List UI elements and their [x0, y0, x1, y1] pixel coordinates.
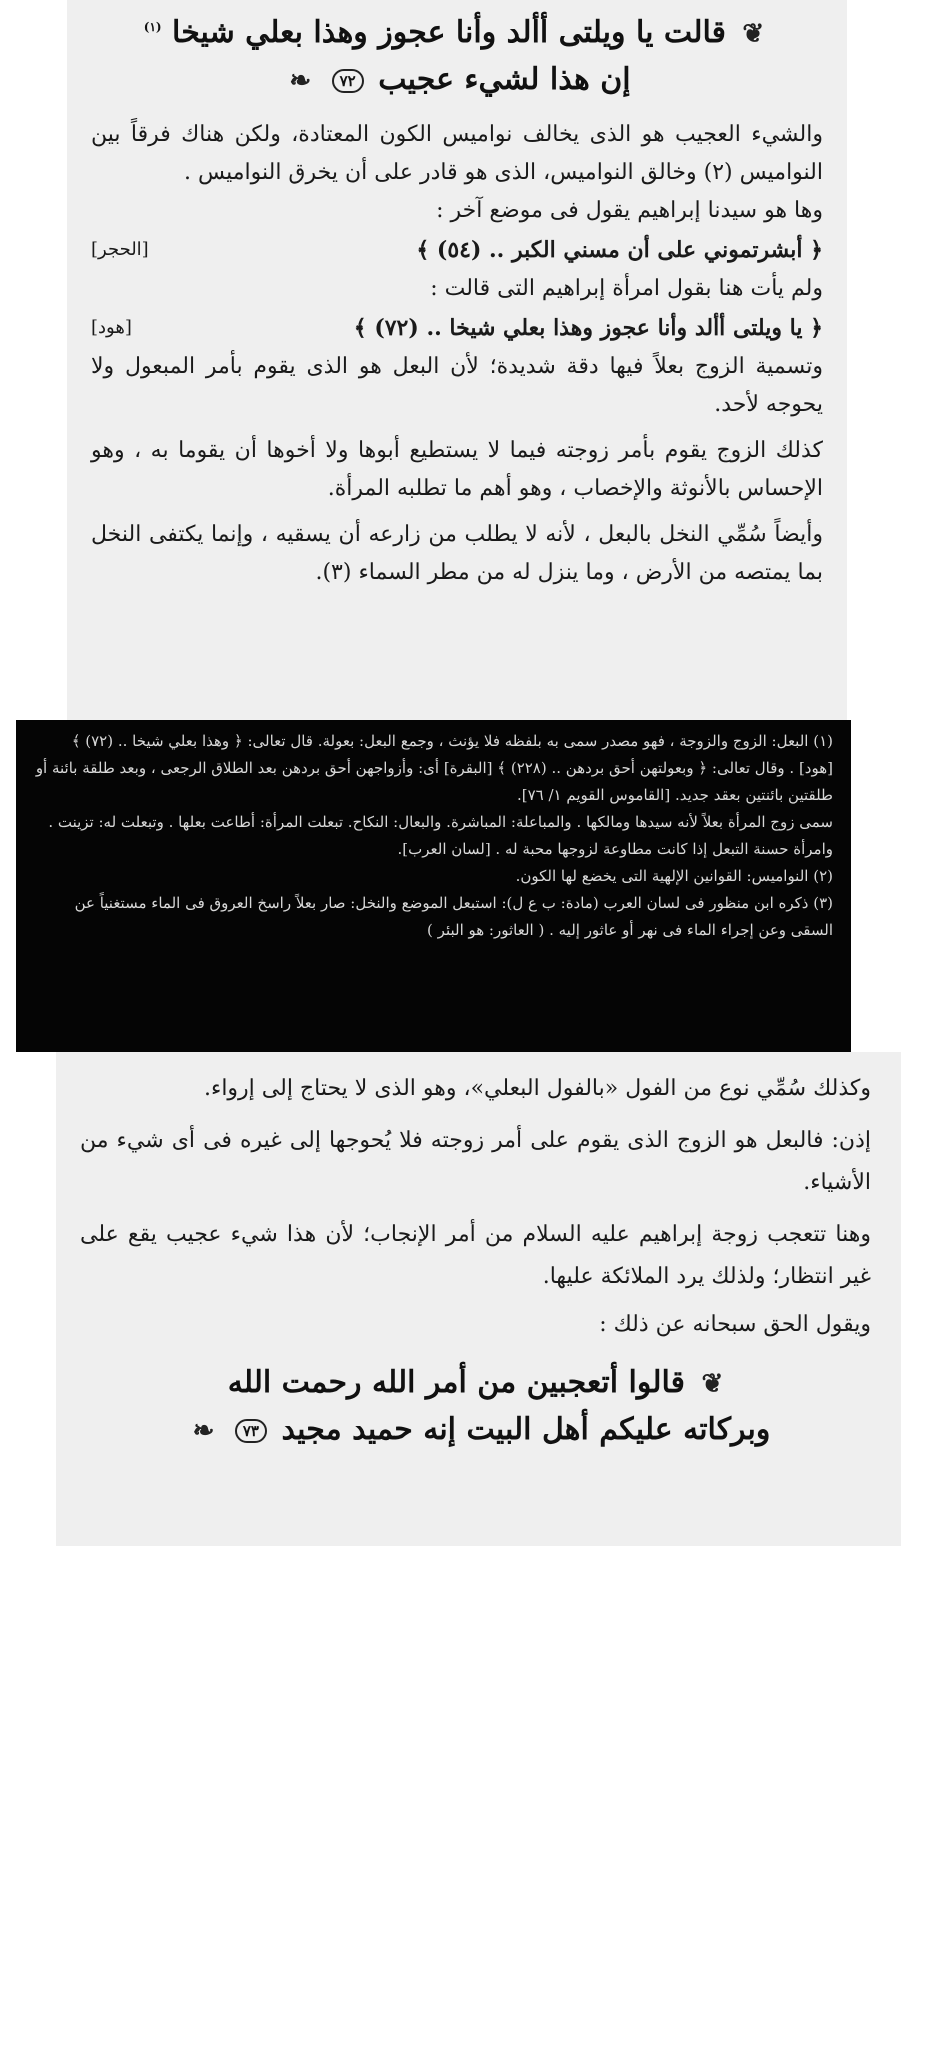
verse-end-ornament-icon: ❧ — [192, 1416, 215, 1446]
paragraph-wife-said: ولم يأت هنا بقول امرأة إبراهيم التى قالت : — [430, 276, 823, 301]
verse-72-line-1 — [67, 4, 847, 57]
verse-number: ٧٢ — [332, 69, 364, 93]
verse-text: قالت يا ويلتى أألد وأنا عجوز وهذا بعلي شيخا — [172, 15, 726, 50]
footnote-1-continued: سمى زوج المرأة بعلاً لأنه سيدها ومالكها . والمباعلة: المباشرة. والبعال: النكاح. تبعلت المرأة: أطاعت بعلها . وتبعلت له: تزينت . وامرأة حسنة التبعل إذا كانت مطاوعة لزوجها محبة له . [لسان العرب]. — [48, 813, 833, 858]
verse-start-ornament-icon: ❦ — [742, 19, 765, 49]
quote-hud — [67, 308, 847, 348]
paragraph-allah-says: ويقول الحق سبحانه عن ذلك : — [599, 1312, 871, 1337]
verse-start-ornament-icon: ❦ — [701, 1369, 724, 1399]
lower-page-scan — [56, 1052, 901, 1546]
surah-ref: [هود] — [91, 317, 132, 338]
footnote-1: (١) البعل: الزوج والزوجة ، فهو مصدر سمى به بلفظه فلا يؤنث ، وجمع البعل: بعولة. قال تعالى: ﴿ وهذا بعلي شيخا .. (٧٢) ﴾ [هود] . وقال تعالى: ﴿ وبعولتهن أحق بردهن .. (٢٢٨) ﴾ [البقرة] أى: وأزواجهن أحق بردهن بعد الطلاق الرجعى ، وبعد طلقة بائنة أو طلقتين بائنتين بعقد جديد. [القاموس القويم ١/ ٧٦]. — [35, 732, 833, 804]
verse-73-line-1 — [56, 1360, 901, 1407]
verse-73-block — [56, 1360, 901, 1454]
verse-end-ornament-icon: ❧ — [289, 66, 312, 96]
paragraph-ibrahim-says: وها هو سيدنا إبراهيم يقول فى موضع آخر : — [436, 198, 823, 223]
upper-page-scan — [67, 0, 847, 720]
surah-ref: [الحجر] — [91, 239, 149, 260]
verse-73-line-2 — [56, 1407, 901, 1454]
paragraph-wonder: وهنا تتعجب زوجة إبراهيم عليه السلام من أمر الإنجاب؛ لأن هذا شيء عجيب يقع على غير انتظار؛ ولذلك يرد الملائكة عليها. — [80, 1222, 871, 1289]
paragraph-baali-beans: وكذلك سُمِّي نوع من الفول «بالفول البعلي»، وهو الذى لا يحتاج إلى إرواء. — [203, 1076, 871, 1101]
footnote-3: (٣) ذكره ابن منظور فى لسان العرب (مادة: ب ع ل): استبعل الموضع والنخل: صار بعلاً راسخ العروق فى الماء مستغنياً عن السقى وعن إجراء الماء فى نهر أو عاثور إليه . ( العاثور: هو البئر ) — [74, 894, 833, 939]
verse-72-block — [67, 0, 847, 104]
paragraph-palm-naming: وأيضاً سُمِّي النخل بالبعل ، لأنه لا يطلب من زارعه أن يسقيه ، وإنما يكتفى النخل بما يمتصه من الأرض ، وما ينزل له من مطر السماء (٣). — [91, 522, 823, 585]
paragraph-therefore: إذن: فالبعل هو الزوج الذى يقوم على أمر زوجته فلا يُحوجها إلى غيره فى أى شيء من الأشياء. — [80, 1128, 871, 1195]
verse-72-line-2 — [67, 57, 847, 104]
verse-text: قالوا أتعجبين من أمر الله رحمت الله — [227, 1365, 685, 1400]
quote-text: ﴿ أبشرتموني على أن مسني الكبر .. (٥٤) ﴾ — [416, 237, 823, 263]
footnotes-block — [16, 720, 851, 1052]
quote-text: ﴿ يا ويلتى أألد وأنا عجوز وهذا بعلي شيخا .. (٧٢) ﴾ — [353, 315, 823, 341]
quote-al-hijr — [67, 230, 847, 270]
verse-text: إن هذا لشيء عجيب — [378, 62, 631, 97]
paragraph-husband-role: كذلك الزوج يقوم بأمر زوجته فيما لا يستطيع أبوها ولا أخوها أن يقوما به ، وهو الإحساس بالأنوثة والإخصاب ، وهو أهم ما تطلبه المرأة. — [91, 438, 823, 501]
footnote-2: (٢) النواميس: القوانين الإلهية التى يخضع لها الكون. — [515, 867, 833, 885]
verse-text: وبركاته عليكم أهل البيت إنه حميد مجيد — [281, 1412, 771, 1447]
footnote-mark: (١) — [143, 20, 162, 34]
paragraph-husband-naming: وتسمية الزوج بعلاً فيها دقة شديدة؛ لأن البعل هو الذى يقوم بأمر المبعول ولا يحوجه لأحد. — [91, 354, 823, 417]
paragraph-strange-thing: والشيء العجيب هو الذى يخالف نواميس الكون المعتادة، ولكن هناك فرقاً بين النواميس (٢) وخالق النواميس، الذى هو قادر على أن يخرق النواميس . — [91, 122, 823, 185]
verse-number: ٧٣ — [235, 1419, 267, 1443]
